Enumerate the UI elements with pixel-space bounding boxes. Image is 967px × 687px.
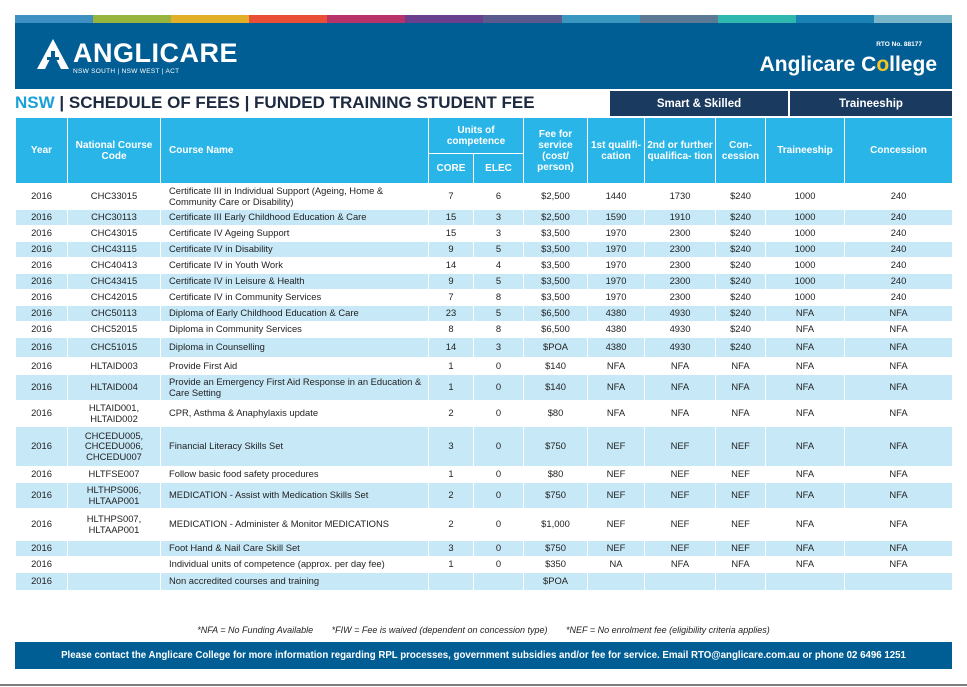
cell-traineeship-concession: NFA [845, 338, 953, 358]
cell-core: 1 [429, 557, 474, 573]
cell-core: 15 [429, 210, 474, 226]
cell-traineeship-concession: NFA [845, 358, 953, 375]
cell-elec: 3 [474, 338, 524, 358]
cell-course-code: CHC42015 [68, 290, 161, 306]
cell-first-qualification: 4380 [588, 322, 645, 338]
col-year: Year [16, 118, 68, 184]
cell-concession: $240 [716, 306, 766, 322]
cell-fee: $3,500 [524, 274, 588, 290]
cell-first-qualification: 4380 [588, 306, 645, 322]
cell-core: 14 [429, 338, 474, 358]
col-traineeship-concession: Concession [845, 118, 953, 184]
color-stripe [327, 15, 405, 23]
cell-course-name: Certificate III Early Childhood Education & Care [161, 210, 429, 226]
cell-second-qualification: 1910 [645, 210, 716, 226]
cell-first-qualification: 1970 [588, 258, 645, 274]
cell-core: 7 [429, 290, 474, 306]
cell-first-qualification [588, 573, 645, 591]
cell-course-code: HLTAID003 [68, 358, 161, 375]
color-stripe [562, 15, 640, 23]
cell-course-name: Diploma in Community Services [161, 322, 429, 338]
cell-first-qualification: NEF [588, 541, 645, 557]
college-logo-part2: llege [889, 53, 937, 76]
cell-concession: $240 [716, 258, 766, 274]
cell-traineeship-concession: 240 [845, 184, 953, 210]
table-row [16, 274, 953, 290]
cell-first-qualification: NFA [588, 401, 645, 427]
cell-fee: $750 [524, 541, 588, 557]
cell-fee: $POA [524, 338, 588, 358]
color-stripe [796, 15, 874, 23]
cell-course-code: CHC43115 [68, 242, 161, 258]
cell-year: 2016 [16, 557, 68, 573]
cell-fee: $6,500 [524, 322, 588, 338]
cell-core: 8 [429, 322, 474, 338]
cell-traineeship-concession: 240 [845, 226, 953, 242]
cell-concession: $240 [716, 210, 766, 226]
cell-course-code [68, 557, 161, 573]
cell-year: 2016 [16, 258, 68, 274]
cell-traineeship: NFA [766, 358, 845, 375]
cell-fee: $140 [524, 358, 588, 375]
cell-fee: $350 [524, 557, 588, 573]
cell-first-qualification: NEF [588, 483, 645, 509]
cell-traineeship: NFA [766, 401, 845, 427]
cell-year: 2016 [16, 210, 68, 226]
color-stripe [405, 15, 483, 23]
table-row [16, 290, 953, 306]
cell-elec: 0 [474, 401, 524, 427]
cell-traineeship: NFA [766, 322, 845, 338]
cell-first-qualification: 1970 [588, 242, 645, 258]
cell-traineeship-concession: NFA [845, 427, 953, 467]
color-stripe [718, 15, 796, 23]
table-row [16, 242, 953, 258]
col-first-qualification: 1st qualifi- cation [588, 118, 645, 184]
cell-traineeship: 1000 [766, 184, 845, 210]
cell-concession: NEF [716, 541, 766, 557]
color-stripe [93, 15, 171, 23]
cell-first-qualification: NEF [588, 509, 645, 541]
cell-course-code: HLTAID004 [68, 375, 161, 401]
cell-concession: NEF [716, 467, 766, 483]
cell-concession: $240 [716, 226, 766, 242]
cell-traineeship-concession: 240 [845, 242, 953, 258]
cell-elec: 0 [474, 427, 524, 467]
cell-core: 23 [429, 306, 474, 322]
cell-course-name: Foot Hand & Nail Care Skill Set [161, 541, 429, 557]
cell-traineeship: NFA [766, 467, 845, 483]
college-logo-part1: Anglicare C [759, 53, 877, 76]
table-row [16, 358, 953, 375]
cell-fee: $750 [524, 483, 588, 509]
cell-core: 3 [429, 541, 474, 557]
color-stripe [874, 15, 952, 23]
title-sep-1: | [54, 93, 69, 112]
cell-second-qualification: 1730 [645, 184, 716, 210]
cell-elec: 0 [474, 467, 524, 483]
cell-first-qualification: NEF [588, 427, 645, 467]
cell-elec: 8 [474, 322, 524, 338]
cell-second-qualification: 2300 [645, 274, 716, 290]
cell-concession: NFA [716, 557, 766, 573]
footnote-nfa: *NFA = No Funding Available [197, 625, 314, 635]
cell-fee: $80 [524, 401, 588, 427]
cell-traineeship: 1000 [766, 210, 845, 226]
cell-concession [716, 573, 766, 591]
contact-banner: Please contact the Anglicare College for more information regarding RPL processes, government subsidies and/or fee for service. Email RTO@anglicare.com.au or phone 02 6496 1251 [15, 642, 952, 669]
cell-course-name: Individual units of competence (approx. per day fee) [161, 557, 429, 573]
cell-first-qualification: 4380 [588, 338, 645, 358]
title-funded: FUNDED TRAINING STUDENT FEE [254, 93, 535, 112]
table-row [16, 541, 953, 557]
color-stripe [15, 15, 93, 23]
cell-first-qualification: NFA [588, 375, 645, 401]
cell-traineeship: NFA [766, 541, 845, 557]
footnote-fiw: *FIW = Fee is waived (dependent on concession type) [331, 625, 548, 635]
cell-year: 2016 [16, 322, 68, 338]
cell-course-code: CHC43015 [68, 226, 161, 242]
table-row [16, 375, 953, 401]
college-logo [760, 53, 937, 77]
cell-second-qualification: NEF [645, 541, 716, 557]
cell-year: 2016 [16, 306, 68, 322]
cell-course-code: CHC30113 [68, 210, 161, 226]
table-row [16, 210, 953, 226]
footnotes [15, 625, 952, 635]
cell-traineeship-concession: NFA [845, 483, 953, 509]
footnote-nef: *NEF = No enrolment fee (eligibility criteria applies) [566, 625, 770, 635]
cell-core: 15 [429, 226, 474, 242]
col-concession: Con- cession [716, 118, 766, 184]
rto-number: RTO No. 88177 [876, 41, 922, 48]
lightbulb-icon: o [876, 53, 890, 76]
cell-year: 2016 [16, 467, 68, 483]
cell-course-code: CHC52015 [68, 322, 161, 338]
cell-course-code: CHC40413 [68, 258, 161, 274]
cell-elec: 0 [474, 483, 524, 509]
cell-elec: 0 [474, 509, 524, 541]
cell-traineeship-concession: 240 [845, 258, 953, 274]
cell-traineeship: NFA [766, 557, 845, 573]
cell-course-code: CHC50113 [68, 306, 161, 322]
cell-course-code [68, 573, 161, 591]
cell-second-qualification: 2300 [645, 258, 716, 274]
cell-year: 2016 [16, 541, 68, 557]
table-row [16, 427, 953, 467]
cell-fee: $POA [524, 573, 588, 591]
cell-course-name: CPR, Asthma & Anaphylaxis update [161, 401, 429, 427]
cell-second-qualification: NEF [645, 427, 716, 467]
cell-fee: $6,500 [524, 306, 588, 322]
cell-year: 2016 [16, 573, 68, 591]
cell-concession: NEF [716, 483, 766, 509]
cell-course-name: Diploma of Early Childhood Education & Care [161, 306, 429, 322]
cell-traineeship: NFA [766, 509, 845, 541]
table-row [16, 573, 953, 591]
col-fee-for-service: Fee for service (cost/ person) [524, 118, 588, 184]
anglicare-logo-text: ANGLICARE [73, 38, 238, 68]
cell-elec: 0 [474, 358, 524, 375]
cell-second-qualification: NEF [645, 467, 716, 483]
cell-traineeship-concession: NFA [845, 467, 953, 483]
cell-traineeship: NFA [766, 427, 845, 467]
cell-course-name: Certificate IV in Disability [161, 242, 429, 258]
cell-traineeship-concession: 240 [845, 210, 953, 226]
cell-fee: $1,000 [524, 509, 588, 541]
cell-second-qualification: NFA [645, 401, 716, 427]
cell-traineeship-concession: 240 [845, 290, 953, 306]
cell-core: 3 [429, 427, 474, 467]
cell-year: 2016 [16, 483, 68, 509]
title-sep-2: | [239, 93, 255, 112]
cell-concession: $240 [716, 322, 766, 338]
cell-elec: 5 [474, 242, 524, 258]
color-stripe [249, 15, 327, 23]
cell-concession: NFA [716, 375, 766, 401]
cell-core: 1 [429, 358, 474, 375]
cell-course-code: CHC51015 [68, 338, 161, 358]
title-nsw: NSW [15, 93, 55, 112]
cell-second-qualification: 2300 [645, 242, 716, 258]
cell-traineeship: 1000 [766, 242, 845, 258]
cell-year: 2016 [16, 242, 68, 258]
cell-year: 2016 [16, 226, 68, 242]
cell-traineeship-concession: NFA [845, 306, 953, 322]
col-core: CORE [429, 154, 474, 184]
cell-concession: $240 [716, 290, 766, 306]
cell-core: 2 [429, 509, 474, 541]
table-row [16, 306, 953, 322]
cell-elec: 4 [474, 258, 524, 274]
cell-fee: $3,500 [524, 290, 588, 306]
cell-second-qualification: NEF [645, 483, 716, 509]
cell-first-qualification: NA [588, 557, 645, 573]
cell-course-code: HLTFSE007 [68, 467, 161, 483]
anglicare-logo-subtitle: NSW SOUTH | NSW WEST | ACT [73, 68, 180, 75]
col-elec: ELEC [474, 154, 524, 184]
table-row [16, 226, 953, 242]
col-units-of-competence: Units of competence [429, 118, 524, 154]
cell-elec: 5 [474, 274, 524, 290]
cell-course-name: Provide First Aid [161, 358, 429, 375]
color-stripe [640, 15, 718, 23]
cell-course-code: HLTHPS006, HLTAAP001 [68, 483, 161, 509]
cell-traineeship-concession: NFA [845, 509, 953, 541]
cell-second-qualification: 4930 [645, 306, 716, 322]
cell-concession: $240 [716, 184, 766, 210]
cell-year: 2016 [16, 338, 68, 358]
cell-fee: $2,500 [524, 210, 588, 226]
cell-traineeship-concession: NFA [845, 322, 953, 338]
cell-fee: $3,500 [524, 226, 588, 242]
cell-fee: $3,500 [524, 242, 588, 258]
cell-traineeship: 1000 [766, 226, 845, 242]
cell-elec: 3 [474, 210, 524, 226]
cell-elec [474, 573, 524, 591]
title-schedule: SCHEDULE OF FEES [68, 93, 240, 112]
cell-elec: 5 [474, 306, 524, 322]
cell-course-name: Certificate IV in Youth Work [161, 258, 429, 274]
cell-traineeship: 1000 [766, 274, 845, 290]
cell-second-qualification: 4930 [645, 338, 716, 358]
cell-fee: $750 [524, 427, 588, 467]
anglicare-logo-icon [35, 37, 71, 71]
cell-elec: 6 [474, 184, 524, 210]
cell-second-qualification: NEF [645, 509, 716, 541]
cell-fee: $2,500 [524, 184, 588, 210]
table-row [16, 509, 953, 541]
cell-concession: NEF [716, 509, 766, 541]
cell-course-code: HLTHPS007, HLTAAP001 [68, 509, 161, 541]
cell-course-name: Certificate III in Individual Support (Ageing, Home & Community Care or Disability) [161, 184, 429, 210]
cell-year: 2016 [16, 375, 68, 401]
col-course-code: National Course Code [68, 118, 161, 184]
fees-table [15, 117, 953, 591]
cell-course-name: Financial Literacy Skills Set [161, 427, 429, 467]
cell-first-qualification: 1440 [588, 184, 645, 210]
cell-course-code: CHC43415 [68, 274, 161, 290]
cell-concession: NFA [716, 401, 766, 427]
col-traineeship: Traineeship [766, 118, 845, 184]
cell-core: 9 [429, 274, 474, 290]
cell-traineeship: NFA [766, 338, 845, 358]
cell-first-qualification: NEF [588, 467, 645, 483]
table-row [16, 184, 953, 210]
cell-core: 1 [429, 467, 474, 483]
cell-elec: 3 [474, 226, 524, 242]
page-header [15, 23, 952, 89]
cell-year: 2016 [16, 509, 68, 541]
cell-course-name: MEDICATION - Assist with Medication Skills Set [161, 483, 429, 509]
cell-course-name: Diploma in Counselling [161, 338, 429, 358]
cell-concession: $240 [716, 242, 766, 258]
cell-course-name: Follow basic food safety procedures [161, 467, 429, 483]
cell-core: 9 [429, 242, 474, 258]
cell-year: 2016 [16, 184, 68, 210]
page-title [15, 92, 615, 114]
cell-traineeship: 1000 [766, 258, 845, 274]
cell-course-name: Certificate IV Ageing Support [161, 226, 429, 242]
cell-elec: 0 [474, 375, 524, 401]
cell-concession: NFA [716, 358, 766, 375]
cell-traineeship-concession: 240 [845, 274, 953, 290]
cell-second-qualification: NFA [645, 375, 716, 401]
cell-course-name: MEDICATION - Administer & Monitor MEDICATIONS [161, 509, 429, 541]
cell-first-qualification: 1970 [588, 226, 645, 242]
cell-concession: $240 [716, 338, 766, 358]
cell-first-qualification: 1590 [588, 210, 645, 226]
cell-year: 2016 [16, 358, 68, 375]
cell-elec: 0 [474, 557, 524, 573]
cell-core: 2 [429, 483, 474, 509]
cell-core: 7 [429, 184, 474, 210]
cell-first-qualification: 1970 [588, 290, 645, 306]
cell-core: 14 [429, 258, 474, 274]
cell-traineeship: NFA [766, 306, 845, 322]
color-stripe [483, 15, 561, 23]
cell-traineeship-concession [845, 573, 953, 591]
cell-first-qualification: 1970 [588, 274, 645, 290]
cell-traineeship-concession: NFA [845, 401, 953, 427]
table-row [16, 258, 953, 274]
cell-traineeship [766, 573, 845, 591]
col-second-qualification: 2nd or further qualifica- tion [645, 118, 716, 184]
table-row [16, 483, 953, 509]
cell-course-code: HLTAID001, HLTAID002 [68, 401, 161, 427]
table-row [16, 338, 953, 358]
cell-core [429, 573, 474, 591]
table-row [16, 467, 953, 483]
cell-course-code [68, 541, 161, 557]
cell-traineeship-concession: NFA [845, 541, 953, 557]
cell-second-qualification [645, 573, 716, 591]
cell-course-code: CHC33015 [68, 184, 161, 210]
cell-course-name: Provide an Emergency First Aid Response in an Education & Care Setting [161, 375, 429, 401]
cell-traineeship: NFA [766, 375, 845, 401]
color-stripe [171, 15, 249, 23]
cell-second-qualification: 4930 [645, 322, 716, 338]
cell-course-code: CHCEDU005, CHCEDU006, CHCEDU007 [68, 427, 161, 467]
cell-core: 2 [429, 401, 474, 427]
cell-core: 1 [429, 375, 474, 401]
cell-traineeship: NFA [766, 483, 845, 509]
col-course-name: Course Name [161, 118, 429, 184]
cell-course-name: Non accredited courses and training [161, 573, 429, 591]
cell-course-name: Certificate IV in Community Services [161, 290, 429, 306]
bottom-divider [0, 684, 967, 686]
color-stripes [15, 15, 952, 23]
cell-second-qualification: NFA [645, 358, 716, 375]
group-header-traineeship: Traineeship [790, 91, 952, 116]
cell-fee: $140 [524, 375, 588, 401]
cell-elec: 8 [474, 290, 524, 306]
cell-course-name: Certificate IV in Leisure & Health [161, 274, 429, 290]
cell-year: 2016 [16, 274, 68, 290]
table-row [16, 401, 953, 427]
cell-year: 2016 [16, 290, 68, 306]
cell-traineeship: 1000 [766, 290, 845, 306]
table-row [16, 557, 953, 573]
cell-year: 2016 [16, 401, 68, 427]
table-row [16, 322, 953, 338]
cell-traineeship-concession: NFA [845, 557, 953, 573]
cell-first-qualification: NFA [588, 358, 645, 375]
cell-second-qualification: 2300 [645, 226, 716, 242]
cell-second-qualification: 2300 [645, 290, 716, 306]
cell-fee: $80 [524, 467, 588, 483]
cell-year: 2016 [16, 427, 68, 467]
group-header-smart-skilled: Smart & Skilled [610, 91, 788, 116]
cell-second-qualification: NFA [645, 557, 716, 573]
cell-concession: $240 [716, 274, 766, 290]
cell-concession: NEF [716, 427, 766, 467]
cell-traineeship-concession: NFA [845, 375, 953, 401]
cell-fee: $3,500 [524, 258, 588, 274]
cell-elec: 0 [474, 541, 524, 557]
